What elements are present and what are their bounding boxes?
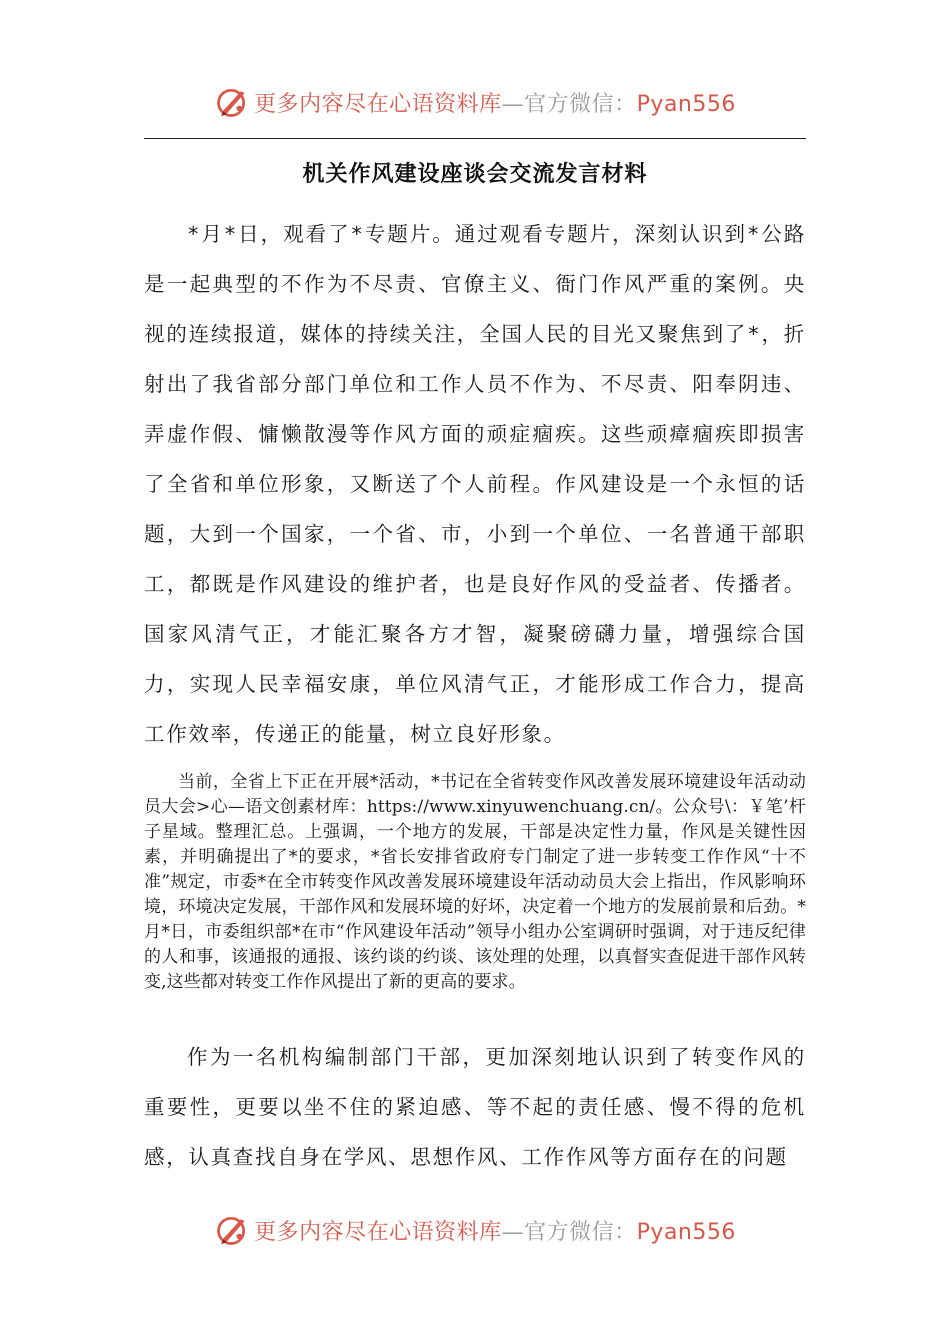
header-divider: [144, 138, 806, 139]
brand-name: 更多内容尽在心语资料库: [254, 1219, 502, 1245]
brand-name: 更多内容尽在心语资料库: [254, 91, 502, 117]
dash: —: [501, 91, 525, 117]
footer-banner: [0, 1208, 950, 1252]
header-banner: [0, 80, 950, 124]
header-promo-text: [254, 87, 736, 118]
paragraph-3: 作为一名机构编制部门干部，更加深刻地认识到了转变作风的重要性，更要以坐不住的紧迫感、等不起的责任感、慢不得的危机感，认真查找自身在学风、思想作风、工作作风等方面存在的问题: [144, 1045, 806, 1169]
wechat-label: 官方微信：: [524, 91, 637, 117]
paragraph-2: 当前，全省上下正在开展*活动，*书记在全省转变作风改善发展环境建设年活动动员大会>心—语文创素材库：https://www.xinyuwenchuang.cn/。公众号\：￥笔’杆子星域。整理汇总。上强调，一个地方的发展，干部是决定性力量，作风是关键性因素，并明确提出了*的要求，*省长安排省政府专门制定了进一步转变工作作风“十不准”规定，市委*在全市转变作风改善发展环境建设年活动动员大会上指出，作风影响环境，环境决定发展，干部作风和发展环境的好坏，决定着一个地方的发展前景和后劲。*月*日，市委组织部*在市“作风建设年活动”领导小组办公室调研时强调，对于违反纪律的人和事，该通报的通报、该约谈的约谈、该处理的处理，以真督实查促进干部作风转变,这些都对转变工作作风提出了新的更高的要求。: [144, 772, 806, 992]
wechat-account: Pyan556: [636, 91, 736, 117]
footer-promo-text: [254, 1215, 736, 1246]
dash: —: [501, 1219, 525, 1245]
pen-in-circle-icon: [214, 84, 250, 120]
document-title: 机关作风建设座谈会交流发言材料: [302, 162, 648, 187]
wechat-account: Pyan556: [636, 1219, 736, 1245]
wechat-label: 官方微信：: [524, 1219, 637, 1245]
paragraph-1: *月*日，观看了*专题片。通过观看专题片，深刻认识到*公路是一起典型的不作为不尽责、官僚主义、衙门作风严重的案例。央视的连续报道，媒体的持续关注，全国人民的目光又聚焦到了*，折射出了我省部分部门单位和工作人员不作为、不尽责、阳奉阴违、弄虚作假、慵懒散漫等作风方面的顽症痼疾。这些顽瘴痼疾即损害了全省和单位形象，又断送了个人前程。作风建设是一个永恒的话题，大到一个国家，一个省、市，小到一个单位、一名普通干部职工，都既是作风建设的维护者，也是良好作风的受益者、传播者。国家风清气正，才能汇聚各方才智，凝聚磅礴力量，增强综合国力，实现人民幸福安康，单位风清气正，才能形成工作合力，提高工作效率，传递正的能量，树立良好形象。: [144, 222, 806, 746]
pen-in-circle-icon: [214, 1212, 250, 1248]
